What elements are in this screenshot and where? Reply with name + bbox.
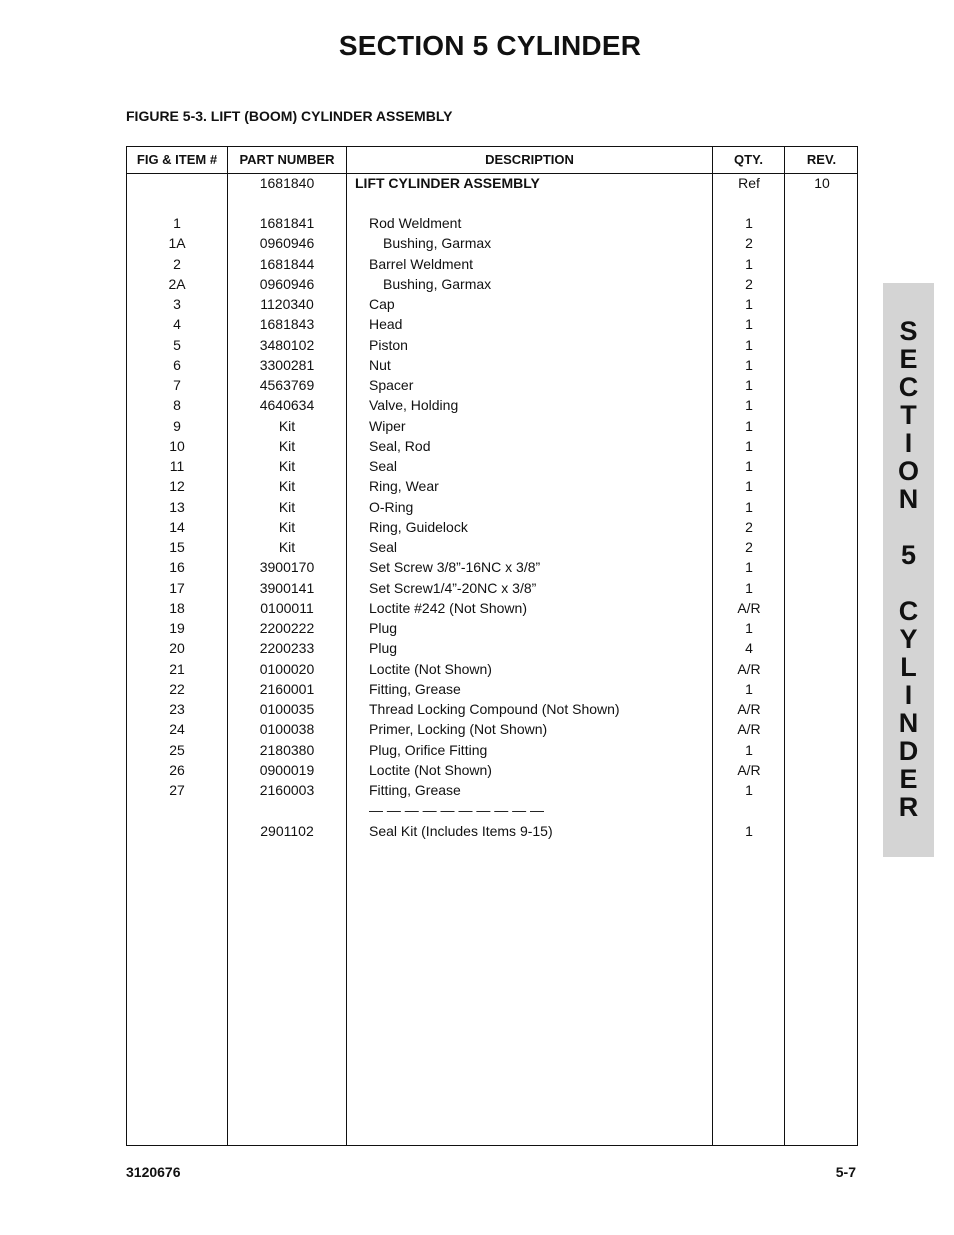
fig-item-cell: 6 xyxy=(173,356,181,373)
qty-cell: A/R xyxy=(737,761,761,778)
qty-cell: 1 xyxy=(745,417,753,434)
qty-cell: 1 xyxy=(745,822,753,839)
fig-item-cell: 11 xyxy=(169,458,185,474)
part-number-cell: 2180380 xyxy=(259,741,315,758)
fig-item-cell: 27 xyxy=(169,782,185,798)
side-tab-text xyxy=(883,317,934,821)
part-number-cell: 2160001 xyxy=(259,680,315,697)
table-row xyxy=(127,780,857,800)
table-row xyxy=(127,476,857,496)
part-number-cell: 3480102 xyxy=(259,336,315,353)
table-row xyxy=(127,274,857,294)
fig-item-cell: 1 xyxy=(173,215,181,231)
qty-cell: 1 xyxy=(745,478,753,495)
qty-cell: 1 xyxy=(745,336,753,353)
parts-table xyxy=(126,146,858,1146)
side-tab-letter: I xyxy=(904,428,913,458)
fig-item-cell: 3 xyxy=(173,296,181,312)
description-cell: Bushing, Garmax xyxy=(383,275,492,292)
fig-item-cell: 13 xyxy=(169,498,185,515)
fig-item-cell: 14 xyxy=(169,518,185,535)
side-tab-letter: R xyxy=(898,792,919,822)
description-cell: Plug xyxy=(369,620,398,636)
table-row xyxy=(127,335,857,355)
description-cell: Plug, Orifice Fitting xyxy=(369,741,488,758)
part-number-cell: 2901102 xyxy=(260,822,314,839)
qty-cell: A/R xyxy=(737,701,761,717)
qty-cell: 1 xyxy=(745,782,753,798)
side-tab-letter: 5 xyxy=(900,540,917,570)
part-number-cell: 1681840 xyxy=(259,175,315,191)
table-row xyxy=(127,821,857,841)
table-row xyxy=(127,760,857,780)
part-number-cell: Kit xyxy=(278,478,296,495)
qty-cell: 1 xyxy=(745,296,753,312)
part-number-cell: Kit xyxy=(278,518,296,535)
fig-item-cell: 5 xyxy=(173,336,181,353)
qty-cell: 1 xyxy=(745,741,753,758)
table-header xyxy=(127,147,857,174)
part-number-cell: 0900019 xyxy=(259,761,315,778)
fig-item-cell: 10 xyxy=(169,437,185,454)
header-part-number: PART NUMBER xyxy=(239,152,335,167)
rev-cell: 10 xyxy=(814,175,830,191)
description-cell: Piston xyxy=(369,336,408,353)
qty-cell: 1 xyxy=(745,255,753,272)
qty-cell: 1 xyxy=(745,215,753,231)
table-row xyxy=(127,254,857,274)
part-number-cell: 0100020 xyxy=(259,660,315,677)
table-row xyxy=(127,719,857,739)
qty-cell: 1 xyxy=(745,680,753,697)
description-cell: Barrel Weldment xyxy=(369,255,474,272)
table-row xyxy=(127,355,857,375)
fig-item-cell: 21 xyxy=(169,660,185,677)
description-cell: Seal, Rod xyxy=(369,437,431,454)
qty-cell: 2 xyxy=(745,235,753,252)
side-tab-letter: I xyxy=(904,680,913,710)
description-cell: Bushing, Garmax xyxy=(383,235,492,252)
table-row xyxy=(127,173,857,193)
header-fig-item: FIG & ITEM # xyxy=(136,152,218,167)
fig-item-cell: 19 xyxy=(169,620,185,636)
fig-item-cell: 23 xyxy=(169,701,185,717)
fig-item-cell: 17 xyxy=(169,579,185,596)
description-cell: Set Screw 3/8”-16NC x 3/8” xyxy=(369,559,541,576)
description-cell: Spacer xyxy=(369,377,414,393)
table-row xyxy=(127,800,857,820)
table-row xyxy=(127,618,857,638)
part-number-cell: 3900141 xyxy=(259,579,315,596)
description-cell: Set Screw1/4”-20NC x 3/8” xyxy=(369,579,537,596)
page-number: 5-7 xyxy=(835,1164,856,1180)
table-row xyxy=(127,679,857,699)
fig-item-cell: 2A xyxy=(168,275,186,292)
table-row xyxy=(127,497,857,517)
table-row xyxy=(127,395,857,415)
part-number-cell: 1120340 xyxy=(260,296,314,312)
table-row xyxy=(127,699,857,719)
side-tab-letter: Y xyxy=(899,624,918,654)
qty-cell: 1 xyxy=(745,377,753,393)
description-cell: Cap xyxy=(369,296,395,312)
side-tab-letter: C xyxy=(898,596,919,626)
qty-cell: 2 xyxy=(745,539,753,555)
side-tab-letter: O xyxy=(897,456,919,486)
part-number-cell: Kit xyxy=(278,498,296,515)
fig-item-cell: 18 xyxy=(169,599,185,616)
header-rev: REV. xyxy=(806,152,837,167)
table-row xyxy=(127,294,857,314)
part-number-cell: 4640634 xyxy=(259,397,315,414)
fig-item-cell: 20 xyxy=(169,640,185,657)
description-cell: Primer, Locking (Not Shown) xyxy=(369,721,548,738)
side-tab-letter: T xyxy=(900,400,917,430)
table-row xyxy=(127,375,857,395)
document-number: 3120676 xyxy=(126,1164,181,1180)
description-cell: Loctite (Not Shown) xyxy=(369,761,492,778)
qty-cell: Ref xyxy=(738,175,760,191)
side-tab-letter: N xyxy=(898,484,919,514)
qty-cell: 2 xyxy=(745,518,753,535)
fig-item-cell: 2 xyxy=(173,255,181,272)
part-number-cell: 0100038 xyxy=(259,721,315,738)
description-cell: Ring, Guidelock xyxy=(369,518,468,535)
table-row xyxy=(127,213,857,233)
description-cell: Wiper xyxy=(369,417,406,434)
fig-item-cell: 1A xyxy=(168,235,186,252)
qty-cell: A/R xyxy=(737,599,761,616)
header-qty: QTY. xyxy=(734,152,763,167)
qty-cell: A/R xyxy=(737,660,761,677)
qty-cell: 1 xyxy=(745,458,753,474)
table-row xyxy=(127,537,857,557)
table-row xyxy=(127,557,857,577)
qty-cell: 1 xyxy=(745,397,753,414)
section-side-tab xyxy=(883,283,934,857)
description-cell: — — — — — — — — — — xyxy=(369,802,545,819)
side-tab-letter: E xyxy=(899,344,918,374)
part-number-cell: 2160003 xyxy=(259,782,315,798)
part-number-cell: Kit xyxy=(278,417,296,434)
description-cell: O-Ring xyxy=(369,498,414,515)
description-cell: Loctite #242 (Not Shown) xyxy=(369,599,527,616)
qty-cell: 1 xyxy=(745,559,753,576)
description-cell: Fitting, Grease xyxy=(369,782,461,798)
part-number-cell: 4563769 xyxy=(259,377,315,393)
side-tab-letter: L xyxy=(900,652,917,682)
description-cell: Loctite (Not Shown) xyxy=(369,660,492,677)
part-number-cell: 3900170 xyxy=(259,559,315,576)
side-tab-letter: E xyxy=(899,764,918,794)
table-row xyxy=(127,638,857,658)
table-row xyxy=(127,416,857,436)
part-number-cell: 0100035 xyxy=(259,701,315,717)
qty-cell: 1 xyxy=(745,498,753,515)
fig-item-cell: 4 xyxy=(173,316,181,333)
description-cell: Thread Locking Compound (Not Shown) xyxy=(369,701,620,717)
part-number-cell: 2200222 xyxy=(259,620,315,636)
part-number-cell: 1681843 xyxy=(259,316,315,333)
description-cell: Seal xyxy=(369,458,398,474)
part-number-cell: 2200233 xyxy=(259,640,315,657)
part-number-cell: Kit xyxy=(278,539,296,555)
part-number-cell: 0960946 xyxy=(259,275,315,292)
table-row xyxy=(127,740,857,760)
qty-cell: A/R xyxy=(737,721,761,738)
fig-item-cell: 7 xyxy=(173,377,181,393)
qty-cell: 1 xyxy=(745,316,753,333)
part-number-cell: 0100011 xyxy=(260,599,314,616)
description-cell: Rod Weldment xyxy=(369,215,462,231)
part-number-cell: 3300281 xyxy=(259,356,315,373)
fig-item-cell: 16 xyxy=(169,559,185,576)
side-tab-letter: C xyxy=(898,372,919,402)
table-row xyxy=(127,598,857,618)
table-row xyxy=(127,659,857,679)
part-number-cell: Kit xyxy=(278,458,296,474)
table-row xyxy=(127,436,857,456)
table-row xyxy=(127,517,857,537)
qty-cell: 2 xyxy=(745,275,753,292)
fig-item-cell: 25 xyxy=(169,741,185,758)
page-title: SECTION 5 CYLINDER xyxy=(338,30,642,61)
fig-item-cell: 8 xyxy=(173,397,181,414)
fig-item-cell: 9 xyxy=(173,417,181,434)
description-cell: Fitting, Grease xyxy=(369,680,461,697)
side-tab-letter: D xyxy=(898,736,919,766)
description-cell: Nut xyxy=(369,356,391,373)
header-description: DESCRIPTION xyxy=(485,152,574,167)
qty-cell: 1 xyxy=(745,579,753,596)
fig-item-cell: 22 xyxy=(169,680,185,697)
table-row xyxy=(127,456,857,476)
description-cell: Ring, Wear xyxy=(369,478,439,495)
description-cell: Seal xyxy=(369,539,398,555)
side-tab-letter xyxy=(883,569,934,597)
table-row xyxy=(127,233,857,253)
qty-cell: 4 xyxy=(745,640,753,657)
table-row xyxy=(127,578,857,598)
fig-item-cell: 12 xyxy=(169,478,185,495)
description-cell: Valve, Holding xyxy=(369,397,459,414)
part-number-cell: Kit xyxy=(278,437,296,454)
fig-item-cell: 26 xyxy=(169,761,185,778)
qty-cell: 1 xyxy=(745,620,753,636)
description-cell: Head xyxy=(369,316,403,333)
side-tab-letter: S xyxy=(899,316,918,346)
table-row xyxy=(127,314,857,334)
side-tab-letter: N xyxy=(898,708,919,738)
qty-cell: 1 xyxy=(745,437,753,454)
fig-item-cell: 24 xyxy=(169,721,185,738)
part-number-cell: 0960946 xyxy=(259,235,315,252)
fig-item-cell: 15 xyxy=(169,539,185,555)
description-cell: Seal Kit (Includes Items 9-15) xyxy=(369,822,553,839)
side-tab-letter xyxy=(883,513,934,541)
figure-title: FIGURE 5-3. LIFT (BOOM) CYLINDER ASSEMBLY xyxy=(126,108,453,124)
part-number-cell: 1681844 xyxy=(259,255,315,272)
description-cell: Plug xyxy=(369,640,398,657)
description-cell: LIFT CYLINDER ASSEMBLY xyxy=(355,175,540,191)
part-number-cell: 1681841 xyxy=(259,215,315,231)
qty-cell: 1 xyxy=(745,356,753,373)
